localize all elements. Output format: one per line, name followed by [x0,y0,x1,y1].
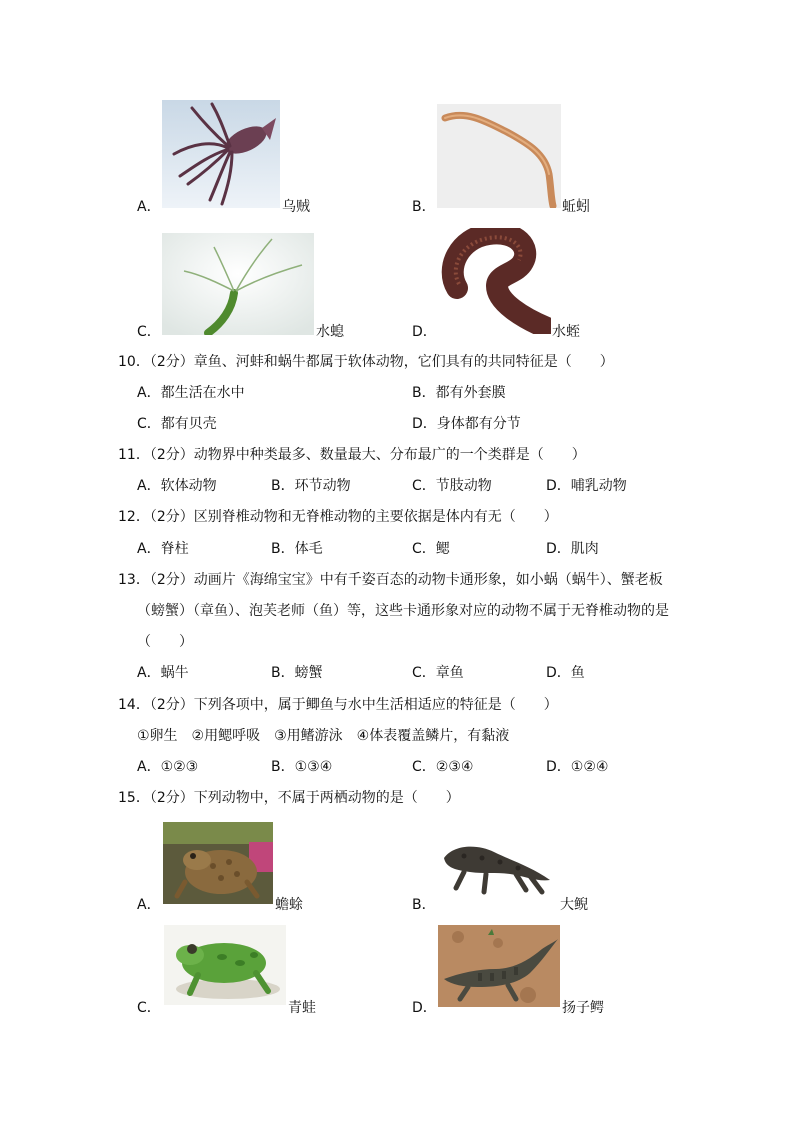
q11-option-d: D．哺乳动物 [546,478,627,494]
q12-option-b: B．体毛 [271,541,323,557]
q13-option-b: B．螃蟹 [271,665,323,681]
question-14-statements: ①卵生 ②用鳃呼吸 ③用鳍游泳 ④体表覆盖鳞片，有黏液 [137,728,510,744]
option-caption: 扬子鳄 [562,1000,604,1016]
q14-option-c: C．②③④ [412,759,474,775]
option-letter: B． [412,199,436,215]
q12-option-a: A．脊柱 [137,541,189,557]
alligator-photo [438,925,560,1007]
earthworm-photo [437,104,561,208]
hydra-photo [162,233,314,335]
question-13-stem-line-3: （ ） [137,634,193,650]
q14-option-b: B．①③④ [271,759,333,775]
q11-option-a: A．软体动物 [137,478,217,494]
option-letter: A． [137,199,161,215]
option-caption: 乌贼 [282,199,310,215]
leech-photo [437,228,551,334]
salamander-photo [434,830,558,906]
option-caption: 蚯蚓 [562,199,590,215]
q14-option-d: D．①②④ [546,759,609,775]
toad-photo [163,822,273,904]
option-letter: C． [137,1000,161,1016]
q10-option-d: D．身体都有分节 [412,416,521,432]
option-letter: D． [412,324,437,340]
q10-option-c: C．都有贝壳 [137,416,217,432]
frog-photo [164,925,286,1005]
option-caption: 水蛭 [552,324,580,340]
question-15-stem: 15．（2分）下列动物中，不属于两栖动物的是（ ） [118,790,460,806]
q11-option-c: C．节肢动物 [412,478,492,494]
squid-photo [162,100,280,208]
option-caption: 蟾蜍 [275,897,303,913]
option-caption: 水螅 [316,324,344,340]
option-letter: A． [137,897,161,913]
question-11-stem: 11．（2分）动物界中种类最多、数量最大、分布最广的一个类群是（ ） [118,447,586,463]
option-letter: D． [412,1000,437,1016]
q13-option-c: C．章鱼 [412,665,464,681]
q12-option-c: C．鳃 [412,541,450,557]
option-letter: C． [137,324,161,340]
option-letter: B． [412,897,436,913]
option-caption: 青蛙 [288,1000,316,1016]
q12-option-d: D．肌肉 [546,541,599,557]
question-13-stem-line-1: 13．（2分）动画片《海绵宝宝》中有千姿百态的动物卡通形象，如小蜗（蜗牛）、蟹老板 [118,572,663,588]
q10-option-a: A．都生活在水中 [137,385,245,401]
q14-option-a: A．①②③ [137,759,199,775]
q10-option-b: B．都有外套膜 [412,385,506,401]
question-10-stem: 10．（2分）章鱼、河蚌和蜗牛都属于软体动物，它们具有的共同特征是（ ） [118,354,614,370]
question-14-stem: 14．（2分）下列各项中，属于鲫鱼与水中生活相适应的特征是（ ） [118,697,558,713]
question-13-stem-line-2: （螃蟹）（章鱼）、泡芙老师（鱼）等，这些卡通形象对应的动物不属于无脊椎动物的是 [137,603,669,619]
q11-option-b: B．环节动物 [271,478,351,494]
q13-option-a: A．蜗牛 [137,665,189,681]
q13-option-d: D．鱼 [546,665,585,681]
question-12-stem: 12．（2分）区别脊椎动物和无脊椎动物的主要依据是体内有无（ ） [118,509,558,525]
option-caption: 大鲵 [560,897,588,913]
